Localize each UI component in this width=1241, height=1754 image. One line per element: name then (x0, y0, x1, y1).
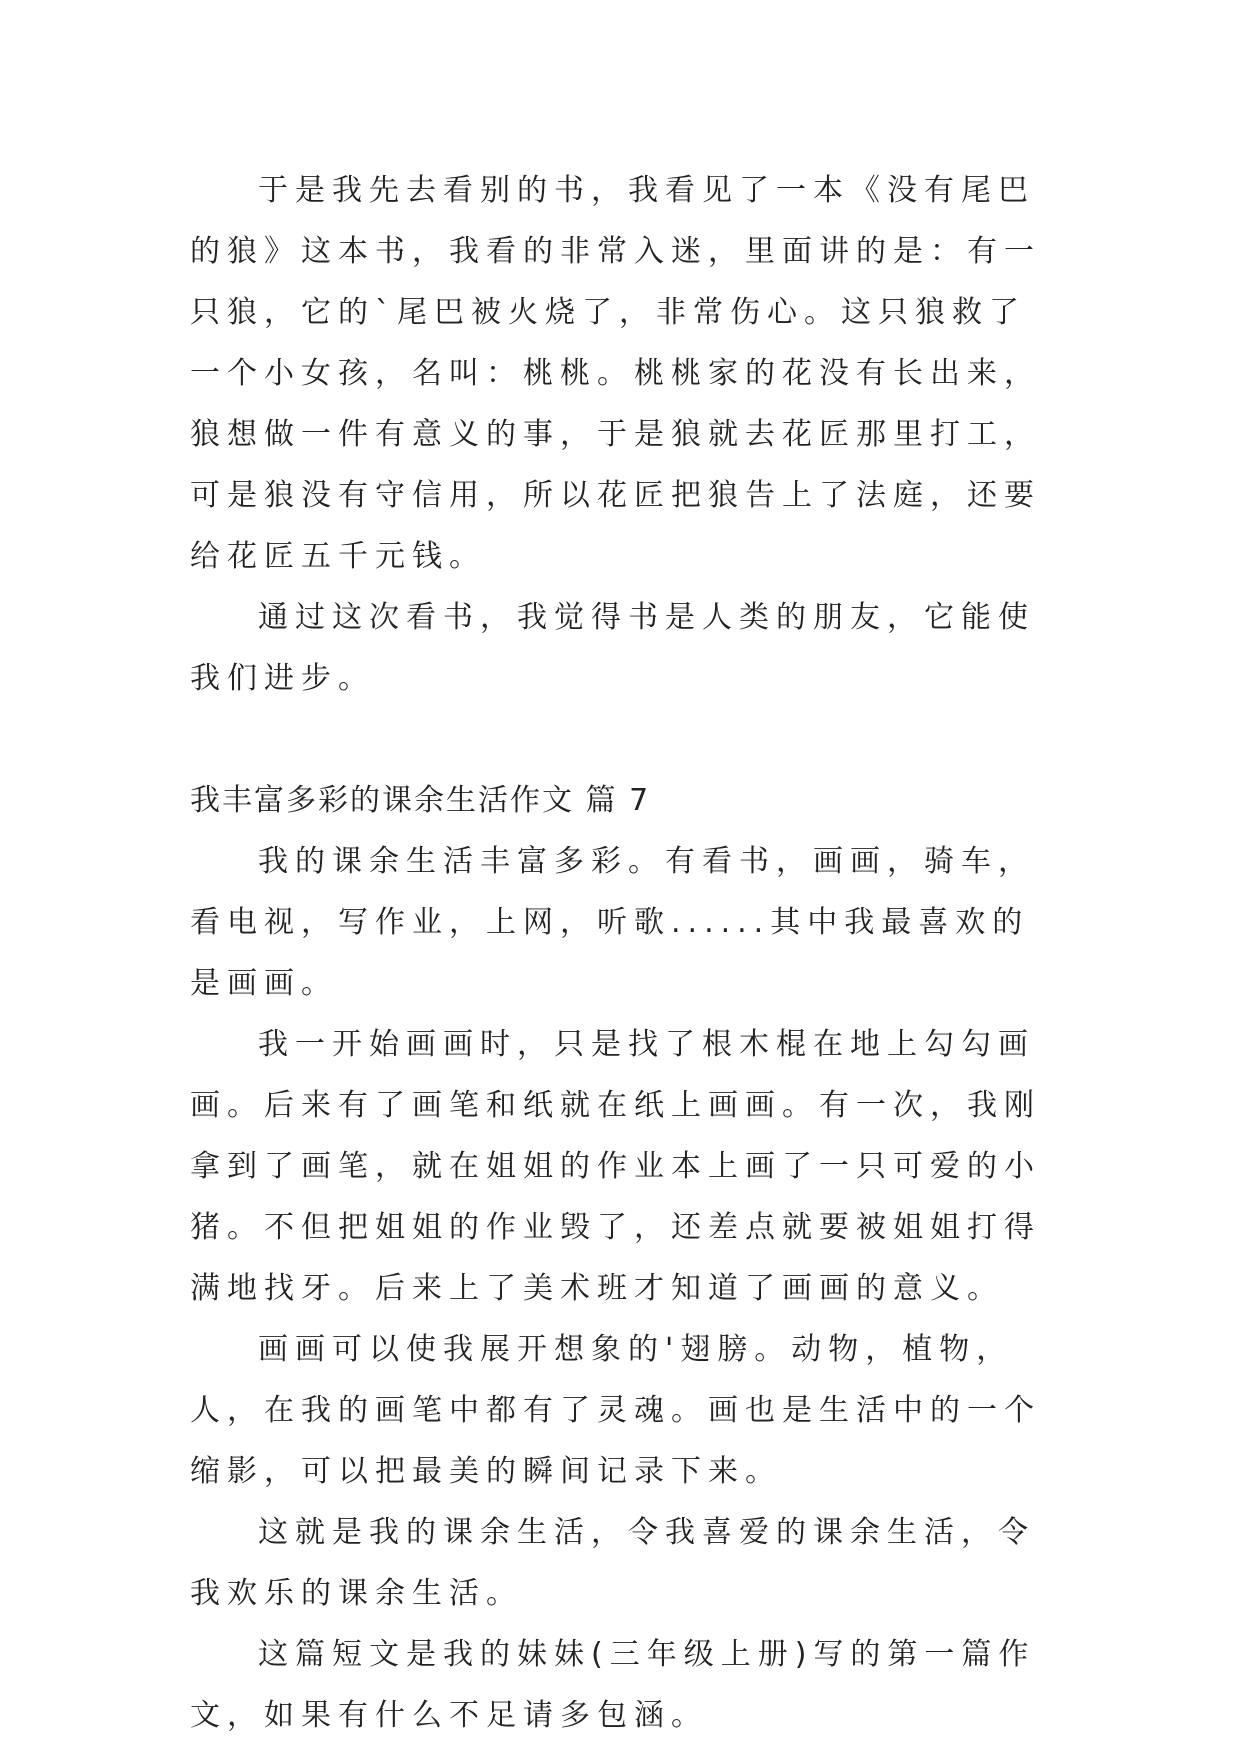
paragraph: 画画可以使我展开想象的'翅膀。动物，植物，人，在我的画笔中都有了灵魂。画也是生活中的一个缩影，可以把最美的瞬间记录下来。 (190, 1332, 1041, 1489)
paragraph: 通过这次看书，我觉得书是人类的朋友，它能使我们进步。 (190, 600, 1035, 696)
paragraph: 这就是我的课余生活，令我喜爱的课余生活，令我欢乐的课余生活。 (190, 1515, 1035, 1611)
paragraph: 我一开始画画时，只是找了根木棍在地上勾勾画画。后来有了画笔和纸就在纸上画画。有一次，我刚拿到了画笔，就在姐姐的作业本上画了一只可爱的小猪。不但把姐姐的作业毁了，还差点就要被姐姐打得满地找牙。后来上了美术班才知道了画画的意义。 (190, 1027, 1041, 1306)
paragraph: 我的课余生活丰富多彩。有看书，画画，骑车，看电视，写作业，上网，听歌......其中我最喜欢的是画画。 (190, 844, 1035, 1001)
section-heading: 我丰富多彩的课余生活作文 篇 7 (190, 783, 651, 818)
paragraph: 于是我先去看别的书，我看见了一本《没有尾巴的狼》这本书，我看的非常入迷，里面讲的是：有一只狼，它的`尾巴被火烧了，非常伤心。这只狼救了一个小女孩，名叫：桃桃。桃桃家的花没有长出来，狼想做一件有意义的事，于是狼就去花匠那里打工，可是狼没有守信用，所以花匠把狼告上了法庭，还要给花匠五千元钱。 (190, 173, 1041, 574)
paragraph: 这篇短文是我的妹妹(三年级上册)写的第一篇作文，如果有什么不足请多包涵。 (190, 1637, 1036, 1733)
document-body (190, 160, 1058, 1746)
